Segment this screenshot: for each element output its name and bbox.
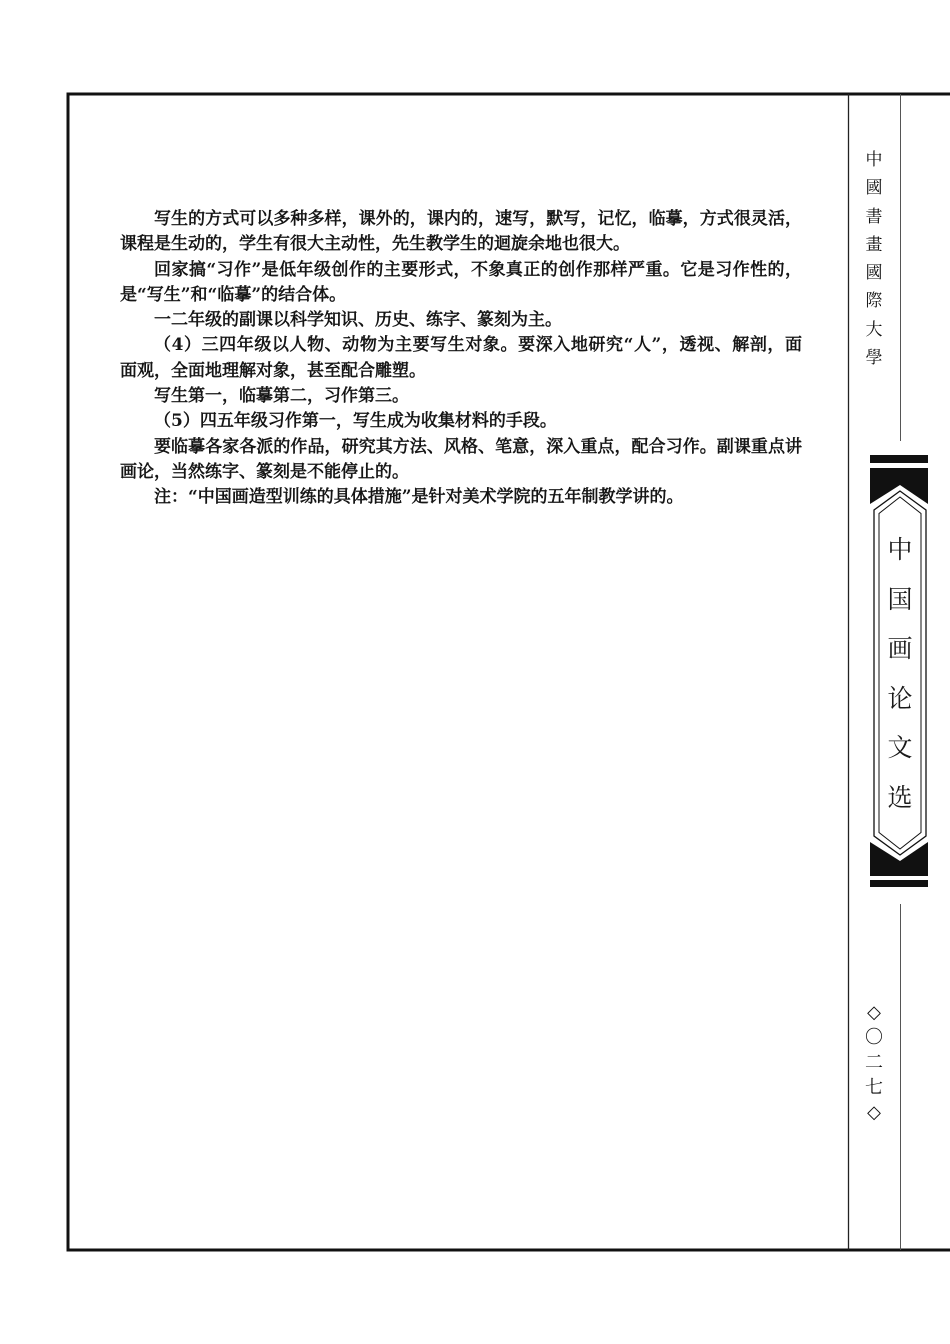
text-line: 面观，全面地理解对象，甚至配合雕塑。 bbox=[120, 360, 426, 381]
footnote-line: 注：“中国画造型训练的具体措施”是针对美术学院的五年制教学讲的。 bbox=[154, 487, 684, 508]
text-line: 回家搞“习作”是低年级创作的主要形式，不象真正的创作那样严重。它是习作性的， bbox=[154, 259, 802, 280]
title-cartouche-top-chevron bbox=[870, 468, 928, 504]
text-line: 写生第一，临摹第二，习作第三。 bbox=[154, 386, 409, 407]
body-text bbox=[120, 207, 802, 511]
text-line: 写生的方式可以多种多样，课外的，课内的，速写，默写，记忆，临摹，方式很灵活， bbox=[154, 209, 802, 229]
text-line: 是“写生”和“临摹”的结合体。 bbox=[120, 284, 347, 305]
title-cartouche-bottom-bar bbox=[870, 880, 928, 887]
text-line: 一二年级的副课以科学知识、历史、练字、篆刻为主。 bbox=[154, 310, 562, 331]
paragraph bbox=[120, 435, 802, 486]
paragraph bbox=[120, 485, 802, 510]
paragraph bbox=[120, 258, 802, 309]
paragraph bbox=[120, 333, 802, 384]
text-line: 要临摹各家各派的作品，研究其方法、风格、笔意，深入重点，配合习作。副课重点讲 bbox=[154, 436, 802, 457]
title-cartouche-top-bar bbox=[870, 455, 928, 463]
text-line: （5）四五年级习作第一，写生成为收集材料的手段。 bbox=[154, 411, 557, 432]
page-number: ◇〇二七◇ bbox=[865, 1002, 883, 1123]
series-title: 中國書畫國際大學 bbox=[865, 150, 883, 369]
title-cartouche-bottom-chevron bbox=[870, 842, 928, 876]
paragraph bbox=[120, 308, 802, 333]
text-line: 画论，当然练字、篆刻是不能停止的。 bbox=[120, 461, 409, 482]
text-line: 课程是生动的，学生有很大主动性，先生教学生的迴旋余地也很大。 bbox=[120, 234, 630, 255]
paragraph bbox=[120, 207, 802, 258]
paragraph bbox=[120, 384, 802, 409]
book-title: 中国画论文选 bbox=[887, 535, 913, 812]
text-line: （4）三四年级以人物、动物为主要写生对象。要深入地研究“人”，透视、解剖，面 bbox=[154, 335, 802, 356]
paragraph bbox=[120, 409, 802, 434]
